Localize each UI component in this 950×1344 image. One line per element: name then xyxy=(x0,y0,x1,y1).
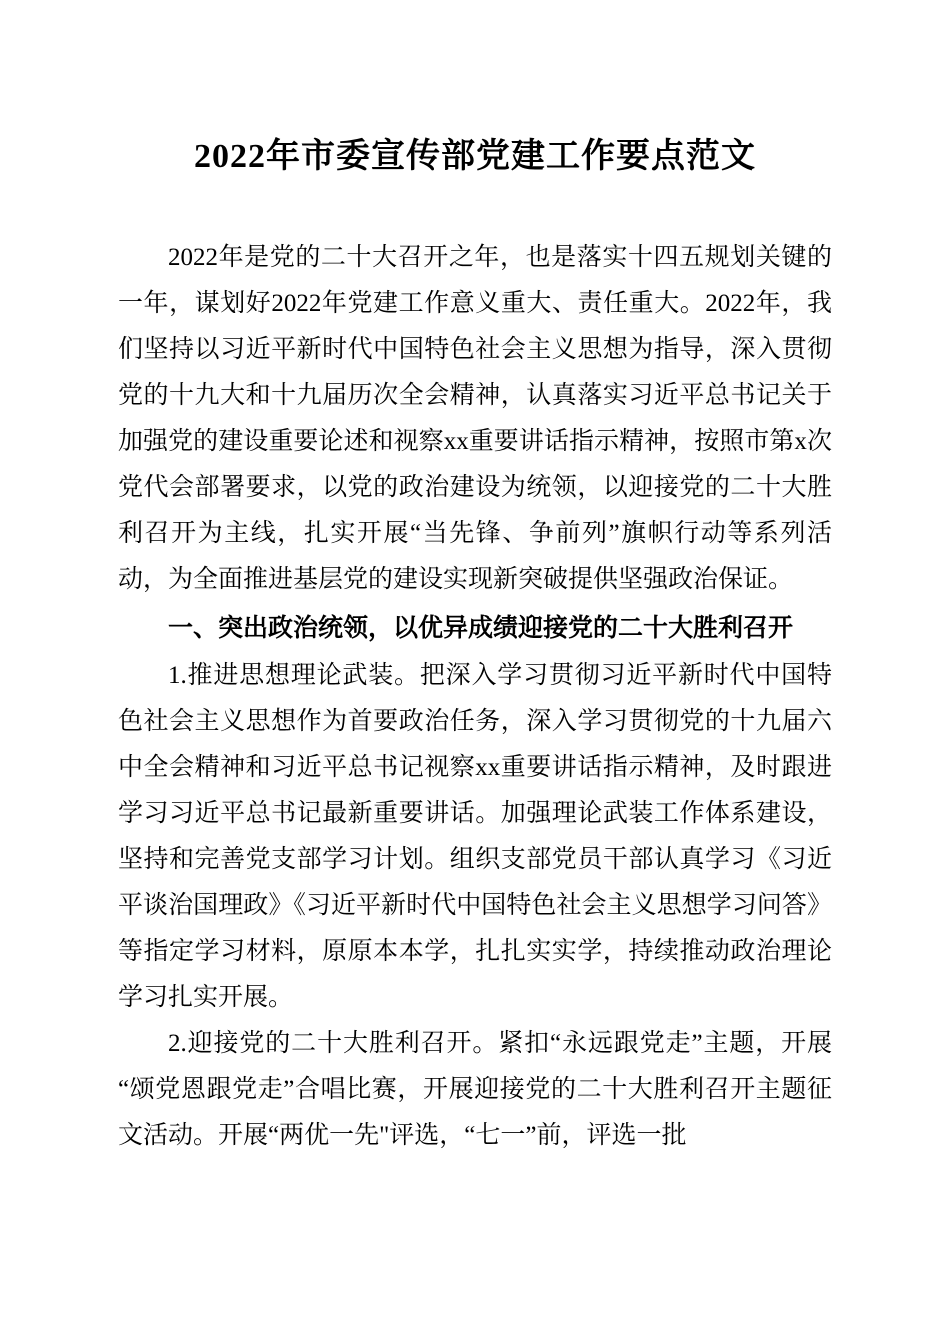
paragraph-intro: 2022年是党的二十大召开之年，也是落实十四五规划关键的一年，谋划好2022年党建工作意义重大、责任重大。2022年，我们坚持以习近平新时代中国特色社会主义思想为指导，深入贯彻党的十九大和十九届历次全会精神，认真落实习近平总书记关于加强党的建设重要论述和视察xx重要讲话指示精神，按照市第x次党代会部署要求，以党的政治建设为统领，以迎接党的二十大胜利召开为主线，扎实开展“当先锋、争前列”旗帜行动等系列活动，为全面推进基层党的建设实现新突破提供坚强政治保证。 xyxy=(118,244,832,594)
paragraph-item-1: 1.推进思想理论武装。把深入学习贯彻习近平新时代中国特色社会主义思想作为首要政治任务，深入学习贯彻党的十九届六中全会精神和习近平总书记视察xx重要讲话指示精神，及时跟进学习习近平总书记最新重要讲话。加强理论武装工作体系建设，坚持和完善党支部学习计划。组织支部党员干部认真学习《习近平谈治国理政》《习近平新时代中国特色社会主义思想学习问答》等指定学习材料，原原本本学，扎扎实实学，持续推动政治理论学习扎实开展。 xyxy=(118,662,832,1012)
section-heading-1: 一、突出政治统领，以优异成绩迎接党的二十大胜利召开 xyxy=(168,614,794,643)
paragraph-item-2: 2.迎接党的二十大胜利召开。紧扣“永远跟党走”主题，开展“颂党恩跟党走”合唱比赛，开展迎接党的二十大胜利召开主题征文活动。开展“两优一先"评选，“七一”前，评选一批 xyxy=(118,1030,832,1150)
document-title: 2022年市委宣传部党建工作要点范文 xyxy=(194,138,756,175)
